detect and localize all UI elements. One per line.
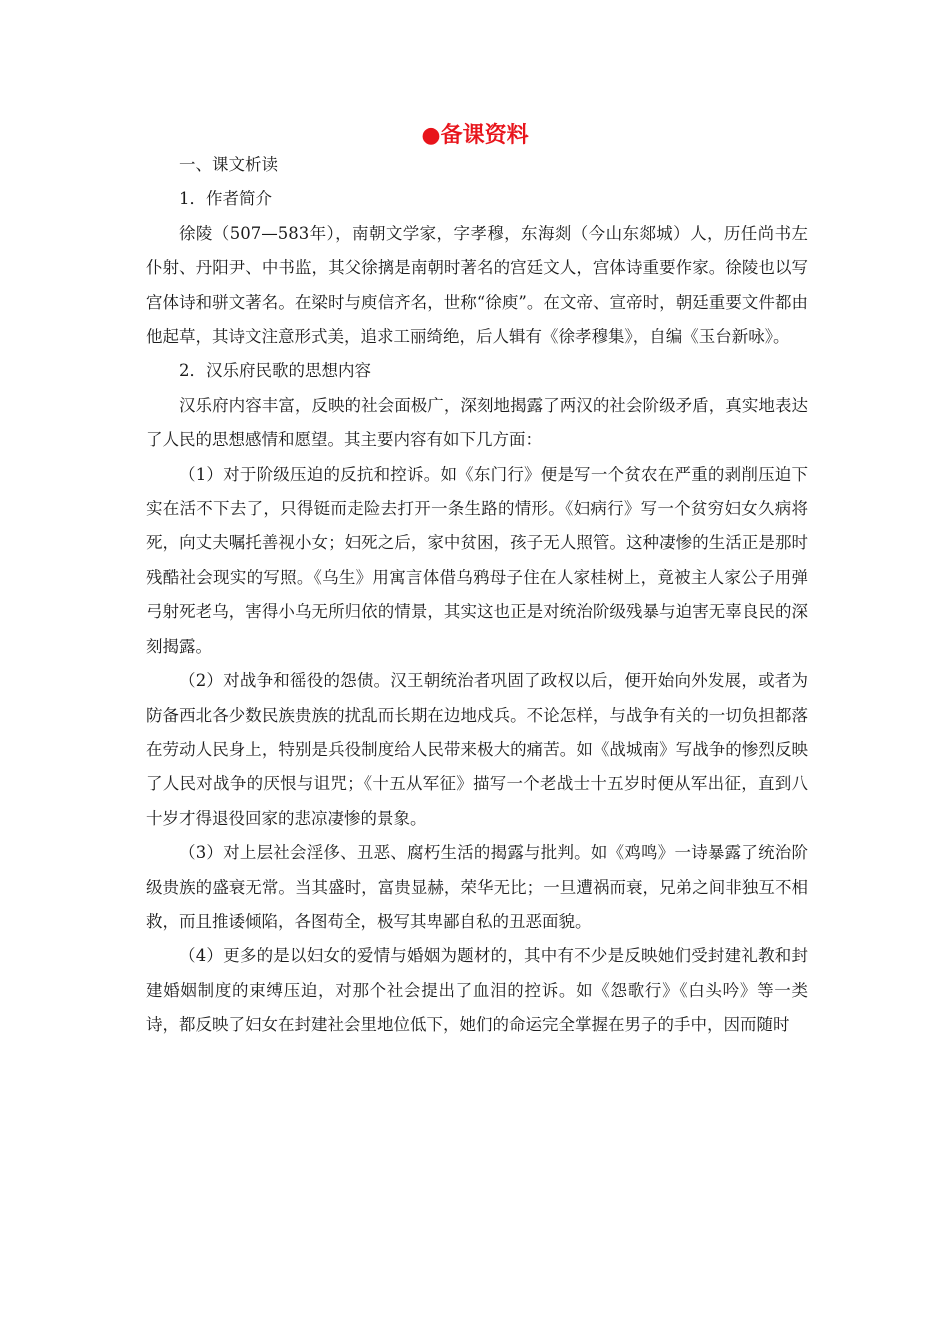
- title-text: 备课资料: [440, 123, 529, 148]
- bullet-dot-icon: ●: [421, 123, 441, 148]
- paragraph: 徐陵（507—583年），南朝文学家，字孝穆，东海剡（今山东郯城）人，历任尚书左仆射、丹阳尹、中书监，其父徐摛是南朝时著名的宫廷文人，宫体诗重要作家。徐陵也以写宫体诗和骈文著名。在梁时与庾信齐名，世称“徐庾”。在文帝、宣帝时，朝廷重要文件都由他起草，其诗文注意形式美，追求工丽绮绝，后人辑有《徐孝穆集》，自编《玉台新咏》。: [146, 223, 808, 347]
- paragraph: （4）更多的是以妇女的爱情与婚姻为题材的，其中有不少是反映她们受封建礼教和封建婚姻制度的束缚压迫，对那个社会提出了血泪的控诉。如《怨歌行》《白头吟》等一类诗，都反映了妇女在封建社会里地位低下，她们的命运完全掌握在男子的手中，因而随时: [146, 946, 808, 1035]
- document-body: [146, 148, 808, 1043]
- paragraph: （3）对上层社会淫侈、丑恶、腐朽生活的揭露与批判。如《鸡鸣》一诗暴露了统治阶级贵族的盛衰无常。当其盛时，富贵显赫，荣华无比；一旦遭祸而衰，兄弟之间非独互不相救，而且推诿倾陷，各图苟全，极写其卑鄙自私的丑恶面貌。: [146, 843, 808, 931]
- subsection-heading: 1．作者简介: [179, 189, 272, 209]
- subsection-heading: 2．汉乐府民歌的思想内容: [179, 361, 371, 381]
- section-heading: 一、课文析读: [179, 155, 278, 174]
- paragraph: 汉乐府内容丰富，反映的社会面极广，深刻地揭露了两汉的社会阶级矛盾，真实地表达了人民的思想感情和愿望。其主要内容有如下几方面：: [146, 395, 808, 450]
- paragraph: （2）对战争和徭役的怨债。汉王朝统治者巩固了政权以后，便开始向外发展，或者为防备西北各少数民族贵族的扰乱而长期在边地戍兵。不论怎样，与战争有关的一切负担都落在劳动人民身上，特别是兵役制度给人民带来极大的痛苦。如《战城南》写战争的惨烈反映了人民对战争的厌恨与诅咒；《十五从军征》描写一个老战士十五岁时便从军出征，直到八十岁才得退役回家的悲凉凄惨的景象。: [146, 671, 808, 828]
- paragraph: （1）对于阶级压迫的反抗和控诉。如《东门行》便是写一个贫农在严重的剥削压迫下实在活不下去了，只得铤而走险去打开一条生路的情形。《妇病行》写一个贫穷妇女久病将死，向丈夫嘱托善视小女；妇死之后，家中贫困，孩子无人照管。这种凄惨的生活正是那时残酷社会现实的写照。《乌生》用寓言体借乌鸦母子住在人家桂树上，竟被主人家公子用弹弓射死老乌，害得小乌无所归依的情景，其实这也正是对统治阶级残暴与迫害无辜良民的深刻揭露。: [146, 464, 808, 656]
